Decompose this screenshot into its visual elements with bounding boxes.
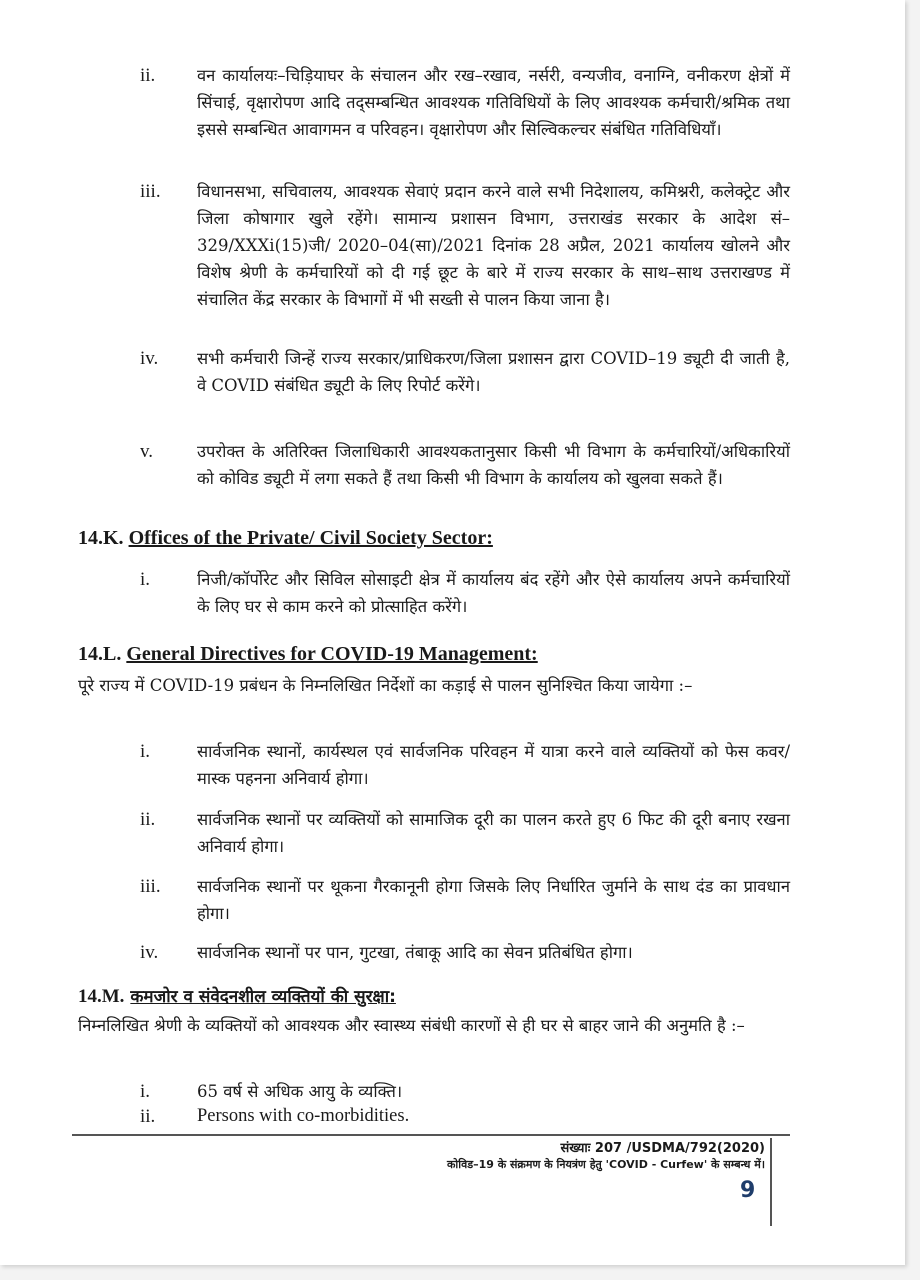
- item-text: 65 वर्ष से अधिक आयु के व्यक्ति।: [197, 1082, 403, 1101]
- section-heading-14m: [78, 983, 396, 1011]
- item-text: सार्वजनिक स्थानों पर थूकना गैरकानूनी होगा जिसके लिए निर्धारित जुर्माने के साथ दंड का प्रावधान होगा।: [197, 877, 790, 923]
- item-number: iv.: [140, 942, 159, 963]
- item-text: सभी कर्मचारी जिन्हें राज्य सरकार/प्राधिकरण/जिला प्रशासन द्वारा COVID–19 ड्यूटी दी जाती है, वे COVID संबंधित ड्यूटी के लिए रिपोर्ट करेंगे।: [197, 349, 790, 395]
- item-text: वन कार्यालयः–चिड़ियाघर के संचालन और रख–रखाव, नर्सरी, वन्यजीव, वनाग्नि, वनीकरण क्षेत्रों में सिंचाई, वृक्षारोपण आदि तद्सम्बन्धित आवश्यक गतिविधियों के लिए आवश्यक कर्मचारी/श्रमिक तथा इससे सम्बन्धित आवागमन व परिवहन। वृक्षारोपण और सिल्विकल्चर संबंधित गतिविधियाँ।: [197, 66, 790, 139]
- item-text: सार्वजनिक स्थानों पर व्यक्तियों को सामाजिक दूरी का पालन करते हुए 6 फिट की दूरी बनाए रखना अनिवार्य होगा।: [197, 810, 790, 856]
- page-number: 9: [740, 1178, 756, 1203]
- section-heading-14l: [78, 640, 538, 668]
- item-text: सार्वजनिक स्थानों, कार्यस्थल एवं सार्वजनिक परिवहन में यात्रा करने वाले व्यक्तियों को फेस कवर/मास्क पहनना अनिवार्य होगा।: [197, 742, 790, 788]
- item-text: विधानसभा, सचिवालय, आवश्यक सेवाएं प्रदान करने वाले सभी निदेशालय, कमिश्नरी, कलेक्ट्रेट और जिला कोषागार खुले रहेंगे। सामान्य प्रशासन विभाग, उत्तराखंड सरकार के आदेश सं–329/XXXi(15)जी/ 2020–04(सा)/2021 दिनांक 28 अप्रैल, 2021 कार्यालय खोलने और विशेष श्रेणी के कर्मचारियों को दी गई छूट के बारे में राज्य सरकार के साथ–साथ उत्तराखण्ड में संचालित केंद्र सरकार के विभागों में भी सख्ती से पालन किया जाना है।: [197, 182, 790, 309]
- section-code: 14.M.: [78, 986, 125, 1007]
- item-number: v.: [140, 441, 154, 462]
- section-intro: निम्नलिखित श्रेणी के व्यक्तियों को आवश्यक और स्वास्थ्य संबंधी कारणों से ही घर से बाहर जाने की अनुमति है :–: [78, 1016, 745, 1035]
- list-item: [140, 438, 790, 492]
- list-item: [140, 873, 790, 927]
- list-item: [140, 566, 790, 620]
- item-text: सार्वजनिक स्थानों पर पान, गुटखा, तंबाकू आदि का सेवन प्रतिबंधित होगा।: [197, 943, 633, 962]
- list-item: [140, 178, 790, 313]
- item-number: ii.: [140, 65, 156, 86]
- item-text: उपरोक्त के अतिरिक्त जिलाधिकारी आवश्यकतानुसार किसी भी विभाग के कर्मचारियों/अधिकारियों को कोविड ड्यूटी में लगा सकते हैं तथा किसी भी विभाग के कार्यालय को खुलवा सकते हैं।: [197, 442, 790, 488]
- section-intro: पूरे राज्य में COVID-19 प्रबंधन के निम्नलिखित निर्देशों का कड़ाई से पालन सुनिश्चित किया जायेगा :–: [78, 676, 693, 695]
- list-item: [140, 1103, 790, 1130]
- item-number: iii.: [140, 181, 161, 202]
- item-text: Persons with co-morbidities.: [197, 1106, 410, 1126]
- footer-subject: कोविड–19 के संक्रमण के नियत्रंण हेतु 'COVID - Curfew' के सम्बन्ध में।: [446, 1158, 765, 1171]
- list-item: [140, 345, 790, 399]
- item-number: i.: [140, 741, 151, 762]
- section-title: General Directives for COVID-19 Management:: [126, 643, 538, 665]
- item-number: ii.: [140, 809, 156, 830]
- section-code: 14.L.: [78, 643, 122, 665]
- section-title: कमजोर व संवेदनशील व्यक्तियों की सुरक्षा:: [130, 987, 396, 1007]
- item-number: i.: [140, 569, 151, 590]
- item-number: ii.: [140, 1106, 156, 1127]
- item-number: i.: [140, 1081, 151, 1102]
- footer-vertical-divider: [770, 1138, 772, 1226]
- list-item: [140, 1078, 790, 1105]
- list-item: [140, 62, 790, 143]
- item-text: निजी/कॉर्पोरेट और सिविल सोसाइटी क्षेत्र में कार्यालय बंद रहेंगे और ऐसे कार्यालय अपने कर्मचारियों के लिए घर से काम करने को प्रोत्साहित करेंगे।: [197, 570, 790, 616]
- reference-number: संख्याः 207 /USDMA/792(2020): [560, 1141, 765, 1156]
- list-item: [140, 806, 790, 860]
- section-code: 14.K.: [78, 527, 124, 549]
- footer-divider: [72, 1134, 790, 1136]
- list-item: [140, 939, 790, 966]
- list-item: [140, 738, 790, 792]
- item-number: iii.: [140, 876, 161, 897]
- item-number: iv.: [140, 348, 159, 369]
- section-heading-14k: [78, 524, 493, 552]
- section-title: Offices of the Private/ Civil Society Sector:: [128, 527, 493, 549]
